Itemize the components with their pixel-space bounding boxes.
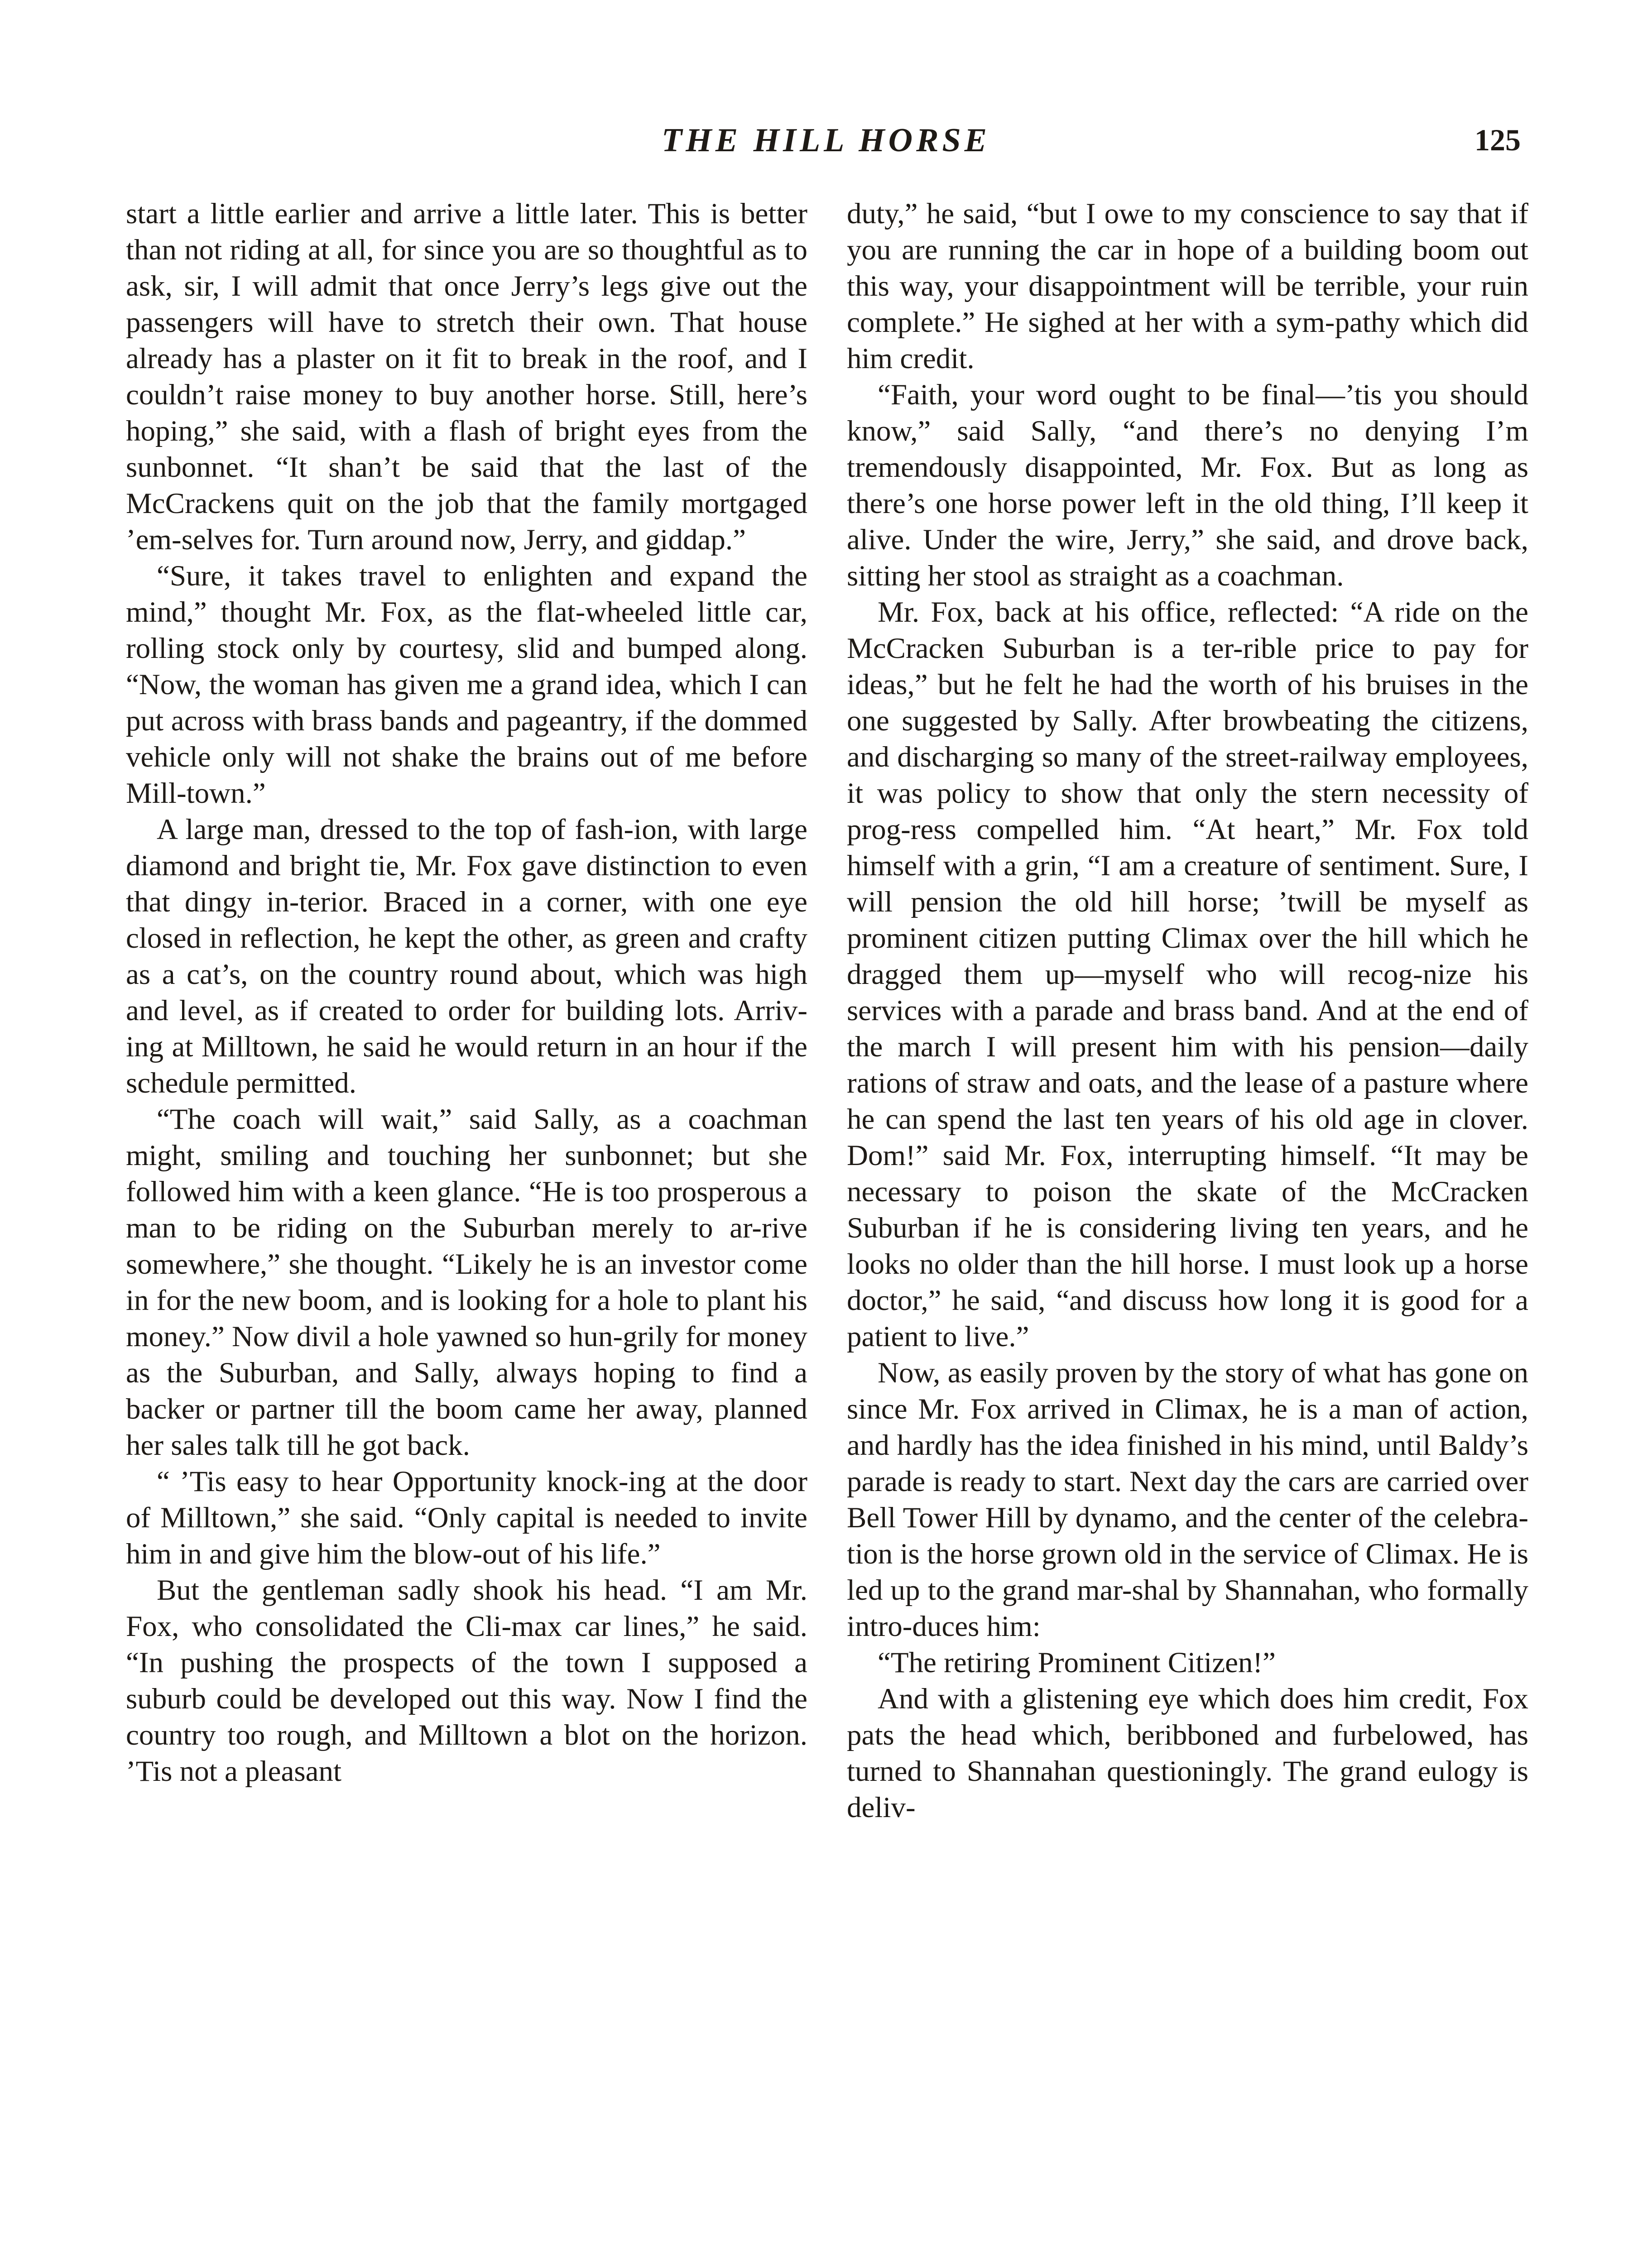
paragraph: But the gentleman sadly shook his head. “I am Mr. Fox, who consolidated the Cli-max car lines,” he said. “In pushing the prospects of the town I supposed a suburb could be developed out this way. Now I find the country too rough, and Milltown a blot on the horizon. ’Tis not a pleasant xyxy=(126,1574,807,1788)
paragraph: “The retiring Prominent Citizen!” xyxy=(878,1646,1276,1679)
running-title: THE HILL HORSE xyxy=(661,122,990,159)
running-head xyxy=(0,121,1652,176)
paragraph: Mr. Fox, back at his office, reflected: “A ride on the McCracken Suburban is a ter-rible price to pay for ideas,” but he felt he had the worth of his bruises in the one suggested by Sally. After browbeating the citizens, and discharging so many of the street-railway employees, it was policy to show that only the stern necessity of prog-ress compelled him. “At heart,” Mr. Fox told himself with a grin, “I am a creature of sentiment. Sure, I will pension the old hill horse; ’twill be myself as prominent citizen putting Climax over the hill which he dragged them up—myself who will recog-nize his services with a parade and brass band. And at the end of the march I will present him with his pension—daily rations of straw and oats, and the lease of a pasture where he can spend the last ten years of his old age in clover. Dom!” said Mr. Fox, interrupting himself. “It may be necessary to poison the skate of the McCracken Suburban if he is considering living ten years, and he looks no older than the hill horse. I must look up a horse doctor,” he said, “and discuss how long it is good for a patient to live.” xyxy=(847,596,1528,1353)
paragraph: “Sure, it takes travel to enlighten and expand the mind,” thought Mr. Fox, as the flat-wheeled little car, rolling stock only by courtesy, slid and bumped along. “Now, the woman has given me a grand idea, which I can put across with brass bands and pageantry, if the dommed vehicle only will not shake the brains out of me before Mill-town.” xyxy=(126,560,807,810)
paragraph: Now, as easily proven by the story of what has gone on since Mr. Fox arrived in Climax, he is a man of action, and hardly has the idea finished in his mind, until Baldy’s parade is ready to start. Next day the cars are carried over Bell Tower Hill by dynamo, and the center of the celebra-tion is the horse grown old in the service of Climax. He is led up to the grand mar-shal by Shannahan, who formally intro-duces him: xyxy=(847,1357,1528,1643)
right-column xyxy=(847,196,1528,2264)
paragraph: “ ’Tis easy to hear Opportunity knock-ing at the door of Milltown,” she said. “Only capital is needed to invite him in and give him the blow-out of his life.” xyxy=(126,1465,807,1570)
paragraph: And with a glistening eye which does him credit, Fox pats the head which, beribboned and furbelowed, has turned to Shannahan questioningly. The grand eulogy is deliv- xyxy=(847,1683,1528,1824)
paragraph: start a little earlier and arrive a little later. This is better than not riding at all, for since you are so thoughtful as to ask, sir, I will admit that once Jerry’s legs give out the passengers will have to stretch their own. That house already has a plaster on it fit to break in the roof, and I couldn’t raise money to buy another horse. Still, here’s hoping,” she said, with a flash of bright eyes from the sunbonnet. “It shan’t be said that the last of the McCrackens quit on the job that the family mortgaged ’em-selves for. Turn around now, Jerry, and giddap.” xyxy=(126,197,807,556)
left-column xyxy=(126,196,807,2264)
paragraph: duty,” he said, “but I owe to my conscience to say that if you are running the car in hope of a building boom out this way, your disappointment will be terrible, your ruin complete.” He sighed at her with a sym-pathy which did him credit. xyxy=(847,197,1528,375)
page-number: 125 xyxy=(1474,123,1521,157)
paragraph: “The coach will wait,” said Sally, as a coachman might, smiling and touching her sunbonnet; but she followed him with a keen glance. “He is too prosperous a man to be riding on the Suburban merely to ar-rive somewhere,” she thought. “Likely he is an investor come in for the new boom, and is looking for a hole to plant his money.” Now divil a hole yawned so hun-grily for money as the Suburban, and Sally, always hoping to find a backer or partner till the boom came her away, planned her sales talk till he got back. xyxy=(126,1103,807,1462)
paragraph: A large man, dressed to the top of fash-ion, with large diamond and bright tie, Mr. Fox gave distinction to even that dingy in-terior. Braced in a corner, with one eye closed in reflection, he kept the other, as green and crafty as a cat’s, on the country round about, which was high and level, as if created to order for building lots. Arriv-ing at Milltown, he said he would return in an hour if the schedule permitted. xyxy=(126,813,807,1099)
paragraph: “Faith, your word ought to be final—’tis you should know,” said Sally, “and there’s no denying I’m tremendously disappointed, Mr. Fox. But as long as there’s one horse power left in the old thing, I’ll keep it alive. Under the wire, Jerry,” she said, and drove back, sitting her stool as straight as a coachman. xyxy=(847,379,1528,592)
